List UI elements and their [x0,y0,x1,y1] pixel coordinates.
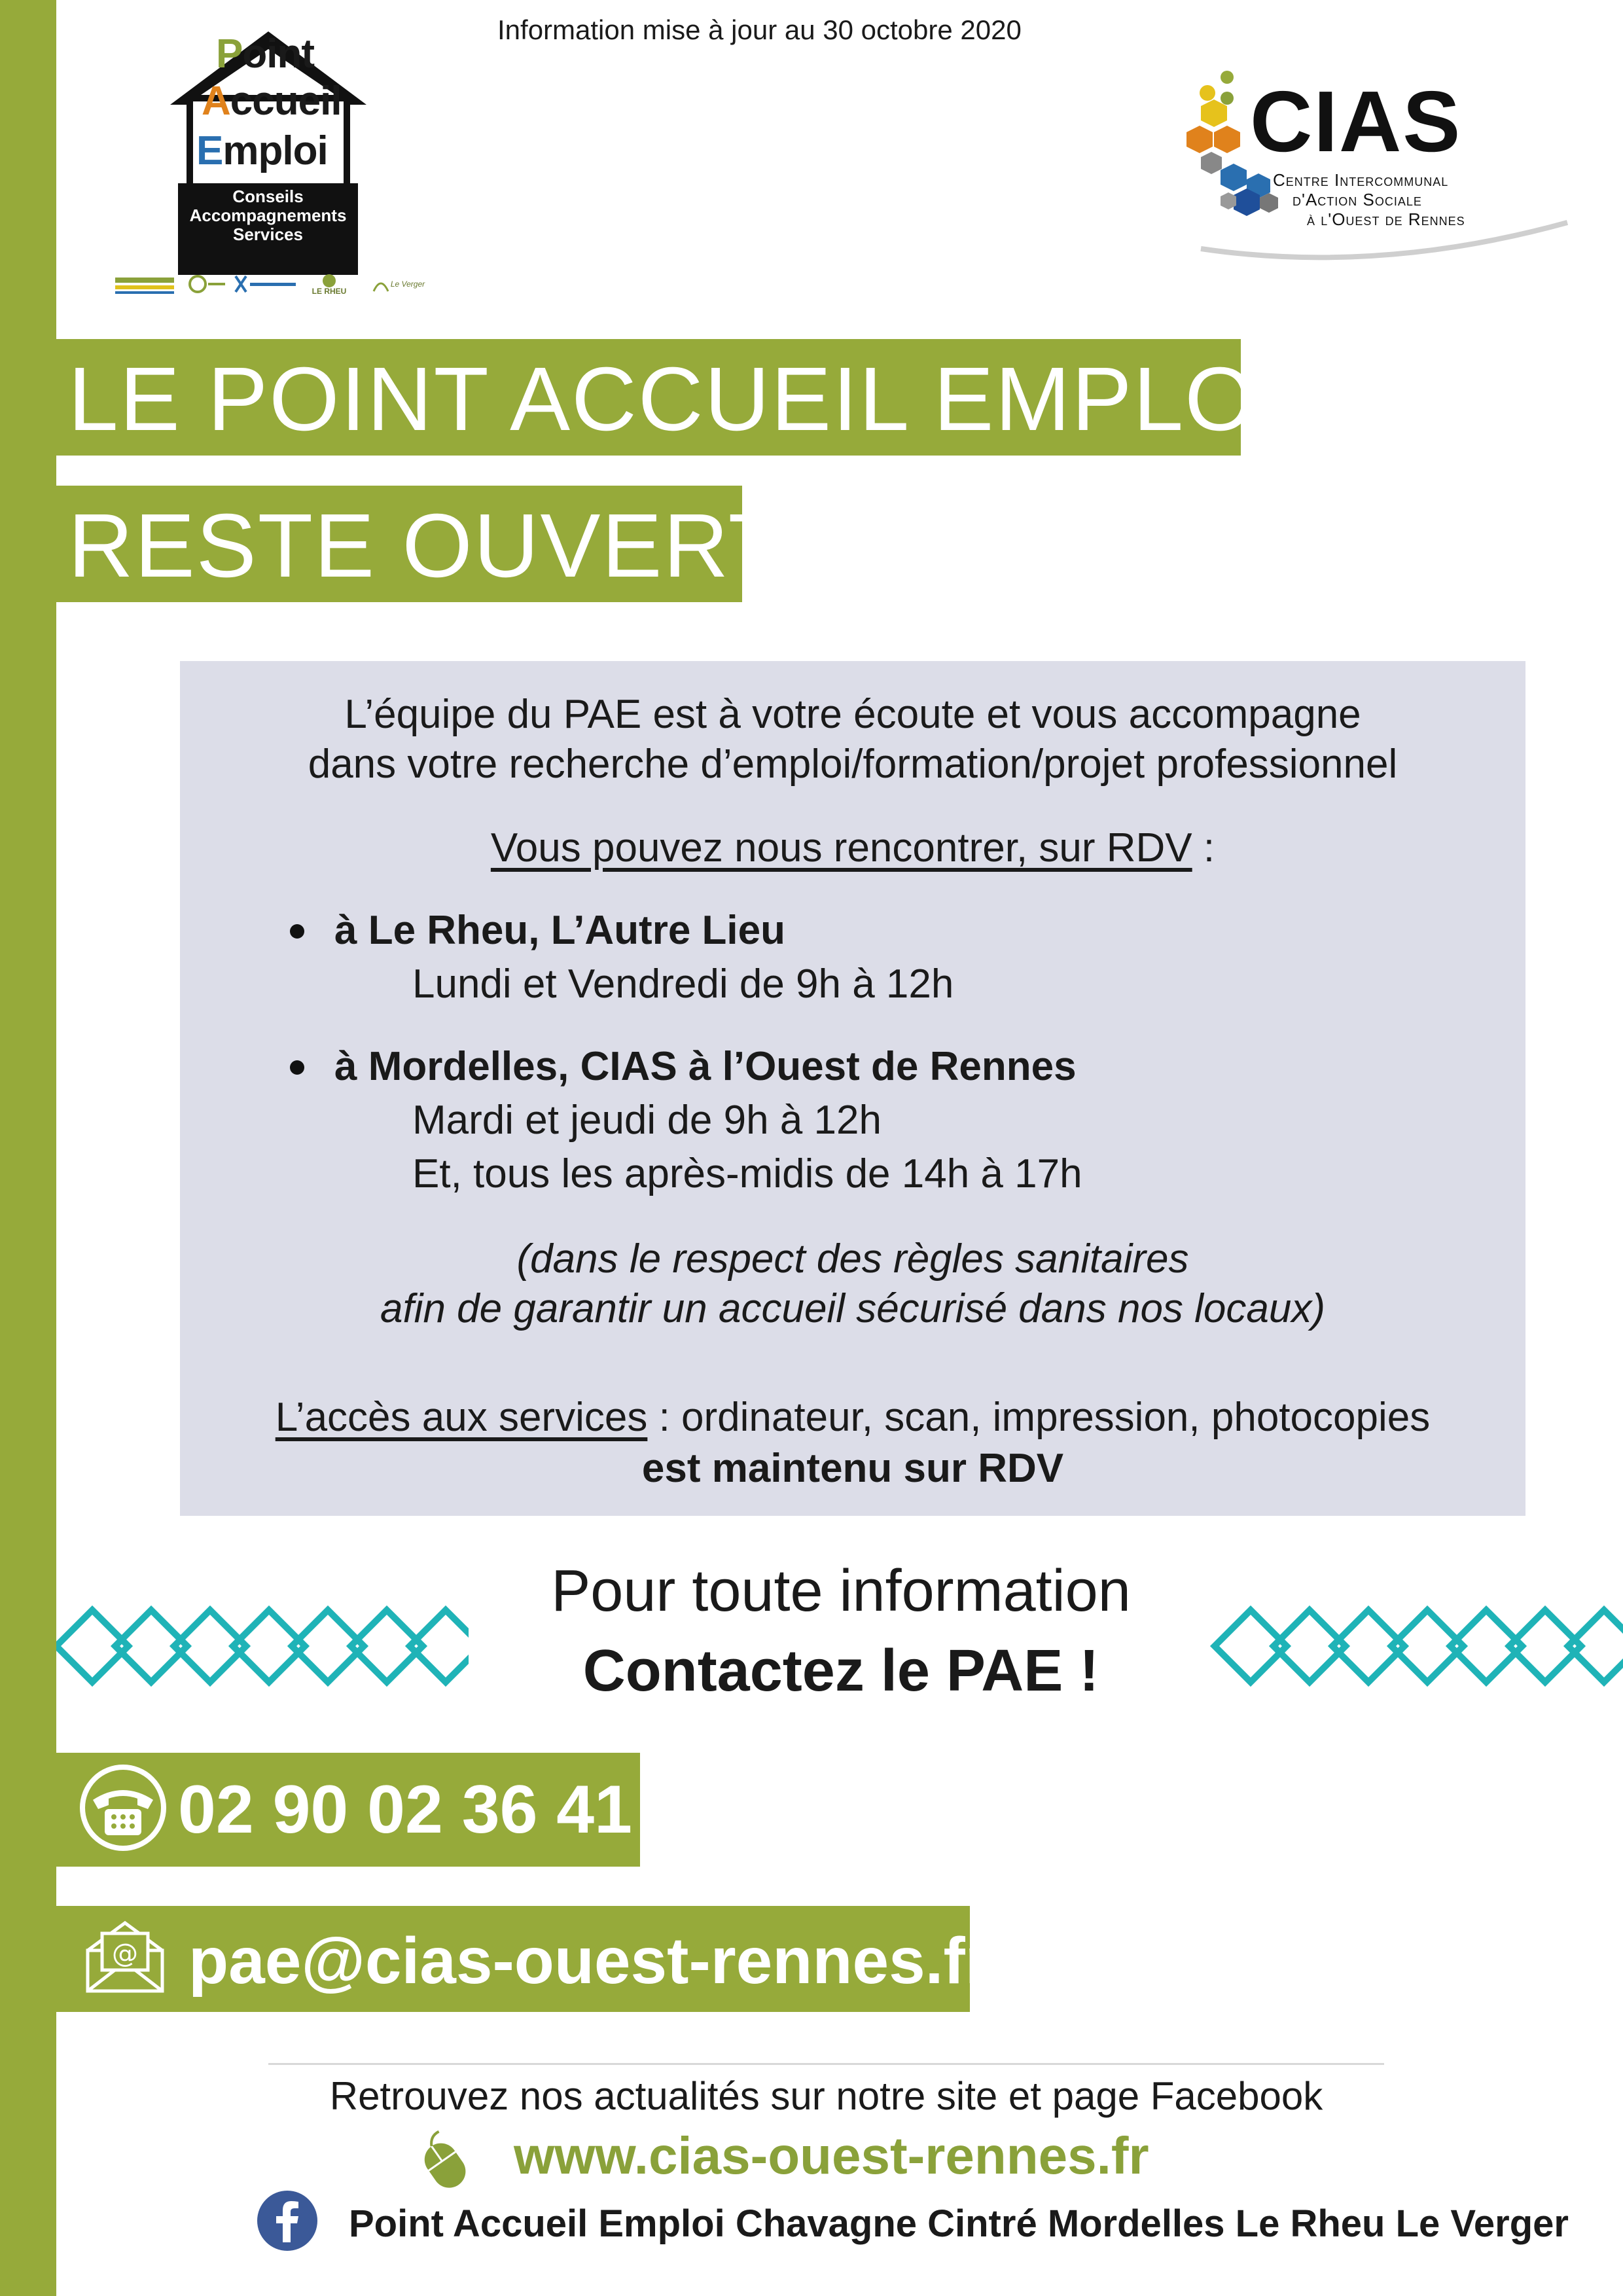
location-1-hours-1: Lundi et Vendredi de 9h à 12h [412,961,954,1007]
services-label: L’accès aux services [275,1395,648,1440]
cias-subtitle [1273,170,1465,229]
logo-word-emploi: Emploi [196,128,328,173]
email-address[interactable]: pae@cias-ouest-rennes.fr [188,1924,991,1998]
location-2-hours-1: Mardi et jeudi de 9h à 12h [412,1098,882,1143]
services-line [180,1394,1525,1441]
cias-subtitle-line2: d'Action Sociale [1293,190,1422,209]
intro-line1: L’équipe du PAE est à votre écoute et vous accompagne [344,692,1361,737]
partner-logos [115,267,442,304]
bullet-icon [290,924,304,939]
partner-logo-mordelles [233,267,298,301]
meet-line [180,825,1525,872]
footer-divider [268,2063,1384,2065]
email-icon [82,1918,168,1994]
phone-number[interactable]: 02 90 02 36 41 [178,1772,632,1848]
cias-subtitle-line3: à l'Ouest de Rennes [1307,209,1465,229]
mouse-icon [409,2127,481,2193]
logo-word-point: Point [216,31,314,77]
cias-logo [1181,59,1574,281]
partner-logo-chavagne [115,267,174,301]
intro-line2: dans votre recherche d’emploi/formation/projet professionnel [308,742,1398,787]
partner-logo-le-verger: Le Verger [359,267,437,301]
diamond-pattern-left [56,1597,469,1695]
headline-banner-2 [56,486,785,602]
pae-logo [164,26,373,262]
headline-banner-1 [56,339,1283,456]
headline-line2: RESTE OUVERT [68,495,785,596]
tagline-conseils: Conseils [232,187,304,206]
cias-subtitle-line1: Centre Intercommunal [1273,170,1449,190]
services-status: est maintenu sur RDV [641,1446,1064,1491]
tagline-accompagnements: Accompagnements [189,206,347,225]
partner-logo-le-rheu: LE RHEU [306,267,352,301]
location-2-hours-2: Et, tous les après-midis de 14h à 17h [412,1151,1082,1196]
note-line2: afin de garantir un accueil sécurisé dans nos locaux) [380,1286,1326,1331]
meet-colon: : [1192,825,1215,870]
meet-label: Vous pouvez nous rencontrer, sur RDV [490,825,1192,870]
bullet-icon [290,1060,304,1075]
contact-heading: Pour toute information [551,1558,1131,1624]
partner-logo-cintre [187,267,226,301]
website-link[interactable]: www.cias-ouest-rennes.fr [514,2126,1149,2185]
logo-word-accueil: Accueil [202,79,342,124]
phone-icon [77,1762,169,1854]
facebook-page-link[interactable]: Point Accueil Emploi Chavagne Cintré Mordelles Le Rheu Le Verger [349,2202,1569,2245]
info-box [180,661,1525,1516]
diamond-pattern-right [1209,1597,1623,1695]
logo-tagline-box [178,183,358,275]
svg-text:@: @ [112,1939,138,1969]
facebook-icon[interactable] [257,2190,318,2251]
update-date-text: Information mise à jour au 30 octobre 2020 [497,14,1022,45]
footer-text: Retrouvez nos actualités sur notre site et page Facebook [329,2074,1323,2118]
location-1-name: à Le Rheu, L’Autre Lieu [334,908,785,953]
tagline-services: Services [233,224,303,244]
cias-title: CIAS [1250,73,1462,170]
location-2-name: à Mordelles, CIAS à l’Ouest de Rennes [334,1044,1077,1089]
contact-cta: Contactez le PAE ! [582,1638,1099,1704]
left-accent-bar [0,0,56,2296]
note-line1: (dans le respect des règles sanitaires [516,1236,1189,1282]
services-list: : ordinateur, scan, impression, photocopies [647,1395,1431,1440]
headline-line1: LE POINT ACCUEIL EMPLOI [68,349,1283,450]
